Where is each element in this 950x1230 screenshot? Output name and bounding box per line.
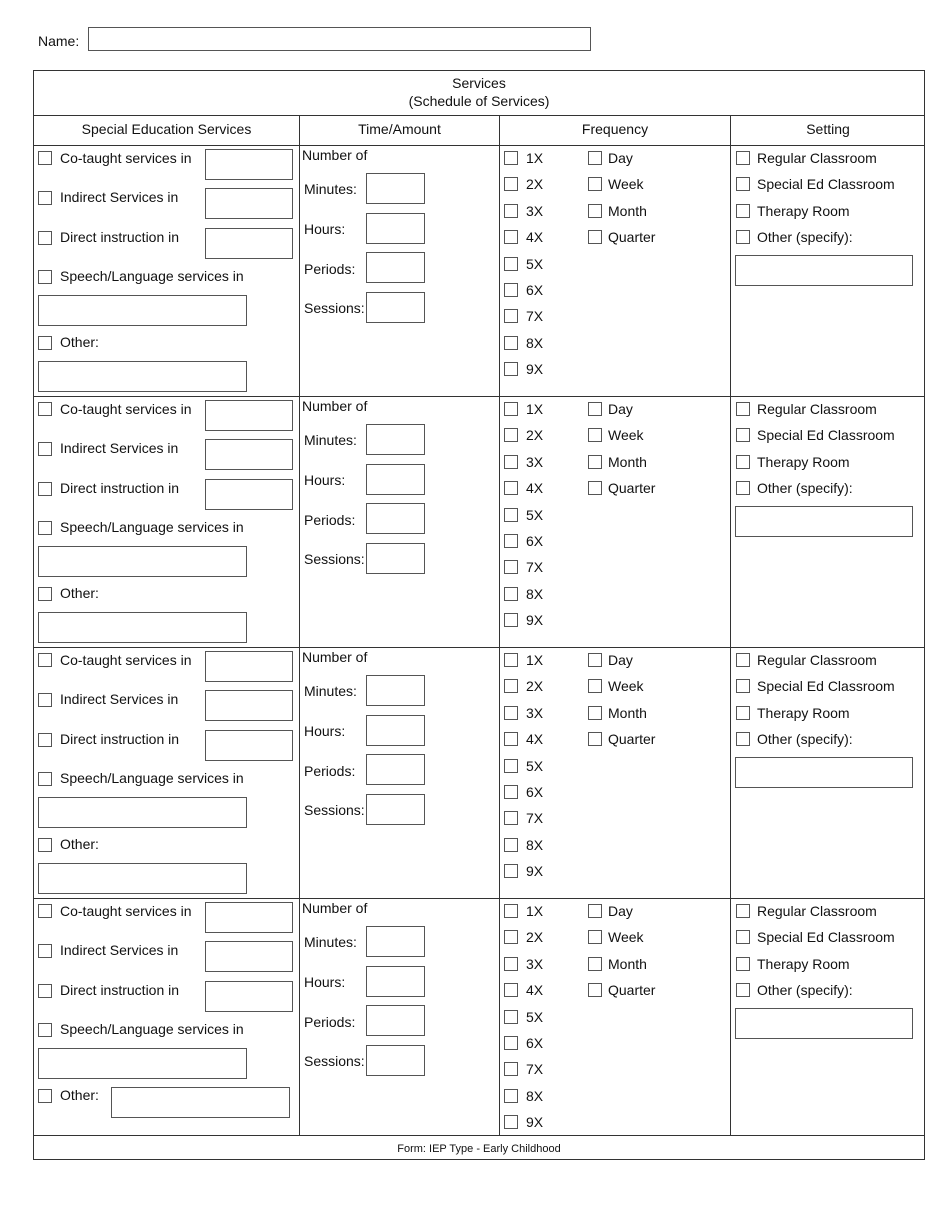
frequency-period-checkbox[interactable]: [588, 204, 602, 218]
frequency-count-label: 1X: [526, 401, 544, 417]
frequency-count-label: 5X: [526, 256, 544, 272]
frequency-period-checkbox[interactable]: [588, 151, 602, 165]
hours-input[interactable]: [366, 715, 425, 746]
frequency-count-checkbox[interactable]: [504, 811, 518, 825]
sessions-label: Sessions:: [304, 1053, 365, 1069]
indirect-input[interactable]: [205, 188, 293, 219]
direct-input[interactable]: [205, 228, 293, 259]
frequency-period-label: Quarter: [608, 229, 656, 245]
frequency-count-checkbox[interactable]: [504, 508, 518, 522]
column-divider: [299, 115, 300, 1135]
frequency-count-checkbox[interactable]: [504, 983, 518, 997]
frequency-period-checkbox[interactable]: [588, 230, 602, 244]
speech-input[interactable]: [38, 1048, 247, 1079]
direct-label: Direct instruction in: [60, 229, 180, 245]
frequency-period-label: Month: [608, 956, 647, 972]
indirect-checkbox[interactable]: [38, 442, 52, 456]
frequency-period-checkbox[interactable]: [588, 481, 602, 495]
frequency-count-label: 6X: [526, 784, 544, 800]
setting-label: Therapy Room: [757, 705, 850, 721]
frequency-count-checkbox[interactable]: [504, 560, 518, 574]
frequency-period-label: Week: [608, 929, 644, 945]
setting-checkbox[interactable]: [736, 455, 750, 469]
frequency-period-checkbox[interactable]: [588, 428, 602, 442]
frequency-count-checkbox[interactable]: [504, 151, 518, 165]
frequency-count-checkbox[interactable]: [504, 283, 518, 297]
frequency-count-label: 1X: [526, 652, 544, 668]
table-subtitle: (Schedule of Services): [408, 93, 550, 109]
frequency-period-label: Quarter: [608, 480, 656, 496]
frequency-count-checkbox[interactable]: [504, 957, 518, 971]
setting-checkbox[interactable]: [736, 983, 750, 997]
frequency-count-checkbox[interactable]: [504, 1115, 518, 1129]
setting-checkbox[interactable]: [736, 481, 750, 495]
frequency-count-label: 5X: [526, 1009, 544, 1025]
other-input[interactable]: [38, 612, 247, 643]
other-checkbox[interactable]: [38, 838, 52, 852]
frequency-period-checkbox[interactable]: [588, 706, 602, 720]
other-checkbox[interactable]: [38, 1089, 52, 1103]
setting-label: Special Ed Classroom: [757, 427, 895, 443]
frequency-count-checkbox[interactable]: [504, 1089, 518, 1103]
frequency-count-checkbox[interactable]: [504, 930, 518, 944]
name-label: Name:: [38, 33, 80, 49]
indirect-input[interactable]: [205, 941, 293, 972]
other-input[interactable]: [38, 361, 247, 392]
sessions-input[interactable]: [366, 1045, 425, 1076]
hours-label: Hours:: [304, 974, 346, 990]
frequency-period-checkbox[interactable]: [588, 653, 602, 667]
cotaught-label: Co-taught services in: [60, 652, 192, 668]
speech-checkbox[interactable]: [38, 270, 52, 284]
minutes-label: Minutes:: [304, 432, 357, 448]
frequency-count-label: 2X: [526, 176, 544, 192]
frequency-period-checkbox[interactable]: [588, 957, 602, 971]
minutes-label: Minutes:: [304, 683, 357, 699]
frequency-count-label: 6X: [526, 533, 544, 549]
sessions-input[interactable]: [366, 292, 425, 323]
speech-label: Speech/Language services in: [60, 1021, 244, 1037]
indirect-label: Indirect Services in: [60, 942, 179, 958]
indirect-checkbox[interactable]: [38, 191, 52, 205]
frequency-count-checkbox[interactable]: [504, 534, 518, 548]
frequency-period-label: Quarter: [608, 982, 656, 998]
frequency-count-label: 4X: [526, 480, 544, 496]
cotaught-label: Co-taught services in: [60, 150, 192, 166]
periods-input[interactable]: [366, 252, 425, 283]
frequency-count-label: 1X: [526, 903, 544, 919]
speech-label: Speech/Language services in: [60, 519, 244, 535]
cotaught-input[interactable]: [205, 651, 293, 682]
setting-label: Therapy Room: [757, 956, 850, 972]
row-divider: [33, 898, 925, 899]
speech-checkbox[interactable]: [38, 772, 52, 786]
frequency-count-label: 2X: [526, 427, 544, 443]
frequency-count-label: 8X: [526, 586, 544, 602]
frequency-count-checkbox[interactable]: [504, 1062, 518, 1076]
direct-input[interactable]: [205, 981, 293, 1012]
hours-label: Hours:: [304, 221, 346, 237]
name-input[interactable]: [88, 27, 591, 51]
direct-input[interactable]: [205, 730, 293, 761]
frequency-count-checkbox[interactable]: [504, 204, 518, 218]
form-footer: Form: IEP Type - Early Childhood: [397, 1143, 561, 1155]
minutes-label: Minutes:: [304, 934, 357, 950]
setting-label: Regular Classroom: [757, 150, 877, 166]
frequency-count-checkbox[interactable]: [504, 785, 518, 799]
column-header-divider: [33, 145, 925, 146]
frequency-count-label: 7X: [526, 1061, 544, 1077]
setting-checkbox[interactable]: [736, 177, 750, 191]
other-label: Other:: [60, 334, 99, 350]
periods-label: Periods:: [304, 1014, 356, 1030]
setting-checkbox[interactable]: [736, 706, 750, 720]
cotaught-checkbox[interactable]: [38, 653, 52, 667]
frequency-period-label: Week: [608, 176, 644, 192]
frequency-period-checkbox[interactable]: [588, 177, 602, 191]
frequency-count-checkbox[interactable]: [504, 177, 518, 191]
frequency-period-label: Day: [608, 903, 633, 919]
frequency-count-label: 4X: [526, 982, 544, 998]
setting-label: Regular Classroom: [757, 401, 877, 417]
cotaught-checkbox[interactable]: [38, 402, 52, 416]
row-divider: [33, 647, 925, 648]
frequency-count-label: 7X: [526, 308, 544, 324]
frequency-count-checkbox[interactable]: [504, 653, 518, 667]
periods-input[interactable]: [366, 1005, 425, 1036]
setting-label: Regular Classroom: [757, 903, 877, 919]
frequency-count-checkbox[interactable]: [504, 904, 518, 918]
frequency-period-label: Quarter: [608, 731, 656, 747]
column-divider: [499, 115, 500, 1135]
frequency-count-label: 4X: [526, 731, 544, 747]
minutes-input[interactable]: [366, 675, 425, 706]
periods-label: Periods:: [304, 763, 356, 779]
other-checkbox[interactable]: [38, 336, 52, 350]
frequency-count-label: 9X: [526, 361, 544, 377]
setting-label: Regular Classroom: [757, 652, 877, 668]
setting-checkbox[interactable]: [736, 151, 750, 165]
indirect-label: Indirect Services in: [60, 189, 179, 205]
direct-label: Direct instruction in: [60, 731, 180, 747]
setting-label: Special Ed Classroom: [757, 678, 895, 694]
speech-input[interactable]: [38, 797, 247, 828]
hours-label: Hours:: [304, 472, 346, 488]
speech-checkbox[interactable]: [38, 521, 52, 535]
frequency-count-label: 9X: [526, 1114, 544, 1130]
frequency-count-checkbox[interactable]: [504, 402, 518, 416]
frequency-period-checkbox[interactable]: [588, 679, 602, 693]
cotaught-input[interactable]: [205, 902, 293, 933]
setting-checkbox[interactable]: [736, 957, 750, 971]
setting-checkbox[interactable]: [736, 732, 750, 746]
sessions-input[interactable]: [366, 543, 425, 574]
indirect-label: Indirect Services in: [60, 440, 179, 456]
direct-label: Direct instruction in: [60, 982, 180, 998]
frequency-count-checkbox[interactable]: [504, 362, 518, 376]
sessions-label: Sessions:: [304, 802, 365, 818]
frequency-count-label: 5X: [526, 758, 544, 774]
frequency-count-checkbox[interactable]: [504, 732, 518, 746]
frequency-count-label: 5X: [526, 507, 544, 523]
speech-label: Speech/Language services in: [60, 770, 244, 786]
hours-input[interactable]: [366, 213, 425, 244]
indirect-label: Indirect Services in: [60, 691, 179, 707]
sessions-label: Sessions:: [304, 300, 365, 316]
row-divider: [33, 396, 925, 397]
table-title: Services: [452, 75, 506, 91]
frequency-period-label: Week: [608, 678, 644, 694]
frequency-count-checkbox[interactable]: [504, 455, 518, 469]
setting-checkbox[interactable]: [736, 230, 750, 244]
column-header-services: Special Education Services: [81, 121, 252, 137]
other-input[interactable]: [38, 863, 247, 894]
frequency-count-checkbox[interactable]: [504, 587, 518, 601]
frequency-count-label: 8X: [526, 335, 544, 351]
setting-label: Special Ed Classroom: [757, 929, 895, 945]
cotaught-checkbox[interactable]: [38, 904, 52, 918]
frequency-count-checkbox[interactable]: [504, 759, 518, 773]
frequency-period-checkbox[interactable]: [588, 455, 602, 469]
other-label: Other:: [60, 585, 99, 601]
column-header-frequency: Frequency: [581, 121, 649, 137]
frequency-period-label: Day: [608, 652, 633, 668]
other-checkbox[interactable]: [38, 587, 52, 601]
setting-checkbox[interactable]: [736, 428, 750, 442]
setting-checkbox[interactable]: [736, 204, 750, 218]
frequency-count-checkbox[interactable]: [504, 838, 518, 852]
number-of-label: Number of: [302, 900, 368, 916]
setting-checkbox[interactable]: [736, 679, 750, 693]
minutes-label: Minutes:: [304, 181, 357, 197]
header-divider: [33, 115, 925, 116]
number-of-label: Number of: [302, 649, 368, 665]
indirect-checkbox[interactable]: [38, 944, 52, 958]
frequency-count-label: 6X: [526, 282, 544, 298]
hours-input[interactable]: [366, 464, 425, 495]
other-label: Other:: [60, 836, 99, 852]
setting-label: Special Ed Classroom: [757, 176, 895, 192]
frequency-count-label: 3X: [526, 956, 544, 972]
cotaught-label: Co-taught services in: [60, 903, 192, 919]
setting-checkbox[interactable]: [736, 653, 750, 667]
frequency-count-checkbox[interactable]: [504, 336, 518, 350]
setting-checkbox[interactable]: [736, 930, 750, 944]
frequency-count-checkbox[interactable]: [504, 309, 518, 323]
frequency-count-label: 8X: [526, 1088, 544, 1104]
setting-other-input[interactable]: [735, 506, 913, 537]
periods-label: Periods:: [304, 261, 356, 277]
setting-other-input[interactable]: [735, 757, 913, 788]
minutes-input[interactable]: [366, 926, 425, 957]
periods-label: Periods:: [304, 512, 356, 528]
frequency-count-checkbox[interactable]: [504, 706, 518, 720]
frequency-count-label: 7X: [526, 559, 544, 575]
frequency-period-checkbox[interactable]: [588, 983, 602, 997]
frequency-period-checkbox[interactable]: [588, 930, 602, 944]
row-divider: [33, 1135, 925, 1136]
frequency-count-label: 6X: [526, 1035, 544, 1051]
frequency-period-checkbox[interactable]: [588, 402, 602, 416]
frequency-count-label: 2X: [526, 929, 544, 945]
direct-input[interactable]: [205, 479, 293, 510]
number-of-label: Number of: [302, 398, 368, 414]
frequency-count-checkbox[interactable]: [504, 864, 518, 878]
setting-checkbox[interactable]: [736, 402, 750, 416]
setting-label: Other (specify):: [757, 229, 853, 245]
frequency-count-checkbox[interactable]: [504, 230, 518, 244]
speech-input[interactable]: [38, 295, 247, 326]
frequency-count-label: 2X: [526, 678, 544, 694]
frequency-count-label: 3X: [526, 454, 544, 470]
frequency-count-checkbox[interactable]: [504, 1010, 518, 1024]
cotaught-input[interactable]: [205, 400, 293, 431]
column-header-time: Time/Amount: [358, 121, 441, 137]
frequency-count-label: 9X: [526, 863, 544, 879]
number-of-label: Number of: [302, 147, 368, 163]
minutes-input[interactable]: [366, 173, 425, 204]
frequency-count-label: 9X: [526, 612, 544, 628]
direct-checkbox[interactable]: [38, 733, 52, 747]
frequency-count-checkbox[interactable]: [504, 679, 518, 693]
frequency-period-label: Day: [608, 150, 633, 166]
setting-label: Other (specify):: [757, 731, 853, 747]
column-divider: [730, 115, 731, 1135]
setting-label: Therapy Room: [757, 454, 850, 470]
cotaught-input[interactable]: [205, 149, 293, 180]
sessions-input[interactable]: [366, 794, 425, 825]
direct-checkbox[interactable]: [38, 231, 52, 245]
setting-checkbox[interactable]: [736, 904, 750, 918]
frequency-count-label: 7X: [526, 810, 544, 826]
frequency-count-label: 4X: [526, 229, 544, 245]
direct-label: Direct instruction in: [60, 480, 180, 496]
direct-checkbox[interactable]: [38, 482, 52, 496]
frequency-period-checkbox[interactable]: [588, 732, 602, 746]
cotaught-checkbox[interactable]: [38, 151, 52, 165]
frequency-count-checkbox[interactable]: [504, 257, 518, 271]
setting-other-input[interactable]: [735, 1008, 913, 1039]
minutes-input[interactable]: [366, 424, 425, 455]
setting-label: Other (specify):: [757, 982, 853, 998]
hours-input[interactable]: [366, 966, 425, 997]
frequency-count-label: 3X: [526, 203, 544, 219]
frequency-count-checkbox[interactable]: [504, 613, 518, 627]
column-header-setting: Setting: [806, 121, 850, 137]
frequency-count-checkbox[interactable]: [504, 1036, 518, 1050]
frequency-period-label: Month: [608, 705, 647, 721]
frequency-period-checkbox[interactable]: [588, 904, 602, 918]
other-input[interactable]: [111, 1087, 290, 1118]
periods-input[interactable]: [366, 503, 425, 534]
frequency-count-label: 1X: [526, 150, 544, 166]
setting-other-input[interactable]: [735, 255, 913, 286]
speech-checkbox[interactable]: [38, 1023, 52, 1037]
setting-label: Therapy Room: [757, 203, 850, 219]
direct-checkbox[interactable]: [38, 984, 52, 998]
frequency-count-checkbox[interactable]: [504, 481, 518, 495]
indirect-checkbox[interactable]: [38, 693, 52, 707]
periods-input[interactable]: [366, 754, 425, 785]
hours-label: Hours:: [304, 723, 346, 739]
cotaught-label: Co-taught services in: [60, 401, 192, 417]
frequency-period-label: Week: [608, 427, 644, 443]
setting-label: Other (specify):: [757, 480, 853, 496]
frequency-period-label: Day: [608, 401, 633, 417]
frequency-count-label: 8X: [526, 837, 544, 853]
frequency-period-label: Month: [608, 203, 647, 219]
frequency-count-label: 3X: [526, 705, 544, 721]
other-label: Other:: [60, 1087, 99, 1103]
sessions-label: Sessions:: [304, 551, 365, 567]
indirect-input[interactable]: [205, 439, 293, 470]
speech-label: Speech/Language services in: [60, 268, 244, 284]
speech-input[interactable]: [38, 546, 247, 577]
frequency-period-label: Month: [608, 454, 647, 470]
frequency-count-checkbox[interactable]: [504, 428, 518, 442]
indirect-input[interactable]: [205, 690, 293, 721]
